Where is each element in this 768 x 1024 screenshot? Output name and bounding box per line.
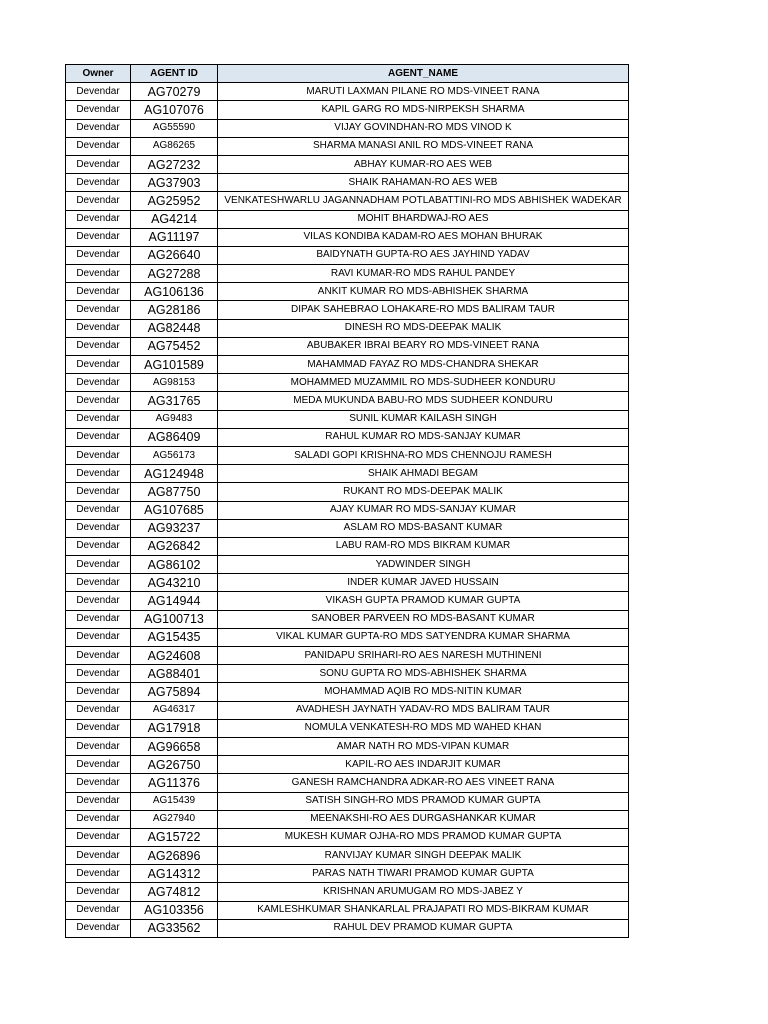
agent-name-cell: ABUBAKER IBRAI BEARY RO MDS-VINEET RANA	[218, 337, 629, 355]
agent-name-cell: AJAY KUMAR RO MDS-SANJAY KUMAR	[218, 501, 629, 519]
agent-id-cell: AG28186	[131, 301, 218, 319]
agent-id-cell: AG100713	[131, 610, 218, 628]
table-row	[66, 174, 629, 192]
table-row	[66, 374, 629, 392]
owner-cell: Devendar	[66, 628, 131, 646]
owner-cell: Devendar	[66, 392, 131, 410]
agent-id-cell: AG25952	[131, 192, 218, 210]
agent-name-cell: KAPIL GARG RO MDS-NIRPEKSH SHARMA	[218, 101, 629, 119]
header-agent-id: AGENT ID	[131, 65, 218, 83]
agent-id-cell: AG27288	[131, 265, 218, 283]
table-row	[66, 847, 629, 865]
owner-cell: Devendar	[66, 283, 131, 301]
table-row	[66, 155, 629, 173]
agent-id-cell: AG24608	[131, 647, 218, 665]
agent-name-cell: INDER KUMAR JAVED HUSSAIN	[218, 574, 629, 592]
agent-id-cell: AG74812	[131, 883, 218, 901]
agent-id-cell: AG11197	[131, 228, 218, 246]
agent-name-cell: MOHAMMED MUZAMMIL RO MDS-SUDHEER KONDURU	[218, 374, 629, 392]
owner-cell: Devendar	[66, 719, 131, 737]
agent-name-cell: SHAIK RAHAMAN-RO AES WEB	[218, 174, 629, 192]
table-row	[66, 756, 629, 774]
table-row	[66, 737, 629, 755]
owner-cell: Devendar	[66, 192, 131, 210]
agent-name-cell: VIKAL KUMAR GUPTA-RO MDS SATYENDRA KUMAR SHARMA	[218, 628, 629, 646]
agent-name-cell: YADWINDER SINGH	[218, 556, 629, 574]
table-row	[66, 301, 629, 319]
agent-name-cell: SATISH SINGH-RO MDS PRAMOD KUMAR GUPTA	[218, 792, 629, 810]
owner-cell: Devendar	[66, 665, 131, 683]
table-row	[66, 483, 629, 501]
owner-cell: Devendar	[66, 592, 131, 610]
owner-cell: Devendar	[66, 228, 131, 246]
owner-cell: Devendar	[66, 337, 131, 355]
agent-id-cell: AG37903	[131, 174, 218, 192]
agent-name-cell: VIKASH GUPTA PRAMOD KUMAR GUPTA	[218, 592, 629, 610]
owner-cell: Devendar	[66, 810, 131, 828]
agent-id-cell: AG86102	[131, 556, 218, 574]
agent-id-cell: AG27232	[131, 155, 218, 173]
agent-name-cell: DIPAK SAHEBRAO LOHAKARE-RO MDS BALIRAM TAUR	[218, 301, 629, 319]
agent-name-cell: SUNIL KUMAR KAILASH SINGH	[218, 410, 629, 428]
table-row	[66, 428, 629, 446]
owner-cell: Devendar	[66, 83, 131, 101]
table-row	[66, 410, 629, 428]
agent-id-cell: AG43210	[131, 574, 218, 592]
owner-cell: Devendar	[66, 210, 131, 228]
agent-id-cell: AG98153	[131, 374, 218, 392]
owner-cell: Devendar	[66, 501, 131, 519]
agent-name-cell: MEDA MUKUNDA BABU-RO MDS SUDHEER KONDURU	[218, 392, 629, 410]
agent-name-cell: VENKATESHWARLU JAGANNADHAM POTLABATTINI-RO MDS ABHISHEK WADEKAR	[218, 192, 629, 210]
owner-cell: Devendar	[66, 374, 131, 392]
agent-name-cell: SONU GUPTA RO MDS-ABHISHEK SHARMA	[218, 665, 629, 683]
agent-id-cell: AG86265	[131, 137, 218, 155]
table-row	[66, 592, 629, 610]
table-row	[66, 828, 629, 846]
table-row	[66, 919, 629, 937]
agent-id-cell: AG86409	[131, 428, 218, 446]
agent-id-cell: AG33562	[131, 919, 218, 937]
agent-name-cell: RAHUL KUMAR RO MDS-SANJAY KUMAR	[218, 428, 629, 446]
owner-cell: Devendar	[66, 847, 131, 865]
table-row	[66, 519, 629, 537]
owner-cell: Devendar	[66, 301, 131, 319]
agent-id-cell: AG15722	[131, 828, 218, 846]
agent-name-cell: AMAR NATH RO MDS-VIPAN KUMAR	[218, 737, 629, 755]
agent-id-cell: AG26640	[131, 246, 218, 264]
owner-cell: Devendar	[66, 883, 131, 901]
agent-name-cell: MOHAMMAD AQIB RO MDS-NITIN KUMAR	[218, 683, 629, 701]
agent-id-cell: AG9483	[131, 410, 218, 428]
owner-cell: Devendar	[66, 356, 131, 374]
agent-id-cell: AG55590	[131, 119, 218, 137]
owner-cell: Devendar	[66, 465, 131, 483]
table-row	[66, 228, 629, 246]
table-row	[66, 792, 629, 810]
table-row	[66, 83, 629, 101]
agent-id-cell: AG14944	[131, 592, 218, 610]
agent-name-cell: SHARMA MANASI ANIL RO MDS-VINEET RANA	[218, 137, 629, 155]
table-row	[66, 246, 629, 264]
agent-name-cell: RAVI KUMAR-RO MDS RAHUL PANDEY	[218, 265, 629, 283]
agent-id-cell: AG93237	[131, 519, 218, 537]
table-row	[66, 883, 629, 901]
table-row	[66, 392, 629, 410]
agent-name-cell: KAMLESHKUMAR SHANKARLAL PRAJAPATI RO MDS-BIKRAM KUMAR	[218, 901, 629, 919]
agent-id-cell: AG96658	[131, 737, 218, 755]
owner-cell: Devendar	[66, 901, 131, 919]
table-row	[66, 446, 629, 464]
agent-id-cell: AG17918	[131, 719, 218, 737]
agent-id-cell: AG26896	[131, 847, 218, 865]
agent-name-cell: SANOBER PARVEEN RO MDS-BASANT KUMAR	[218, 610, 629, 628]
agent-id-cell: AG11376	[131, 774, 218, 792]
header-owner: Owner	[66, 65, 131, 83]
agent-id-cell: AG26842	[131, 537, 218, 555]
agent-name-cell: ANKIT KUMAR RO MDS-ABHISHEK SHARMA	[218, 283, 629, 301]
owner-cell: Devendar	[66, 428, 131, 446]
agent-name-cell: PANIDAPU SRIHARI-RO AES NARESH MUTHINENI	[218, 647, 629, 665]
owner-cell: Devendar	[66, 537, 131, 555]
table-row	[66, 337, 629, 355]
table-row	[66, 647, 629, 665]
table-row	[66, 665, 629, 683]
agent-id-cell: AG88401	[131, 665, 218, 683]
agent-name-cell: ABHAY KUMAR-RO AES WEB	[218, 155, 629, 173]
table-row	[66, 537, 629, 555]
owner-cell: Devendar	[66, 737, 131, 755]
table-row	[66, 701, 629, 719]
table-row	[66, 465, 629, 483]
owner-cell: Devendar	[66, 683, 131, 701]
table-row	[66, 192, 629, 210]
table-row	[66, 319, 629, 337]
owner-cell: Devendar	[66, 792, 131, 810]
table-row	[66, 356, 629, 374]
table-row	[66, 574, 629, 592]
agent-id-cell: AG75452	[131, 337, 218, 355]
owner-cell: Devendar	[66, 865, 131, 883]
table-row	[66, 610, 629, 628]
agent-name-cell: VILAS KONDIBA KADAM-RO AES MOHAN BHURAK	[218, 228, 629, 246]
agent-id-cell: AG15435	[131, 628, 218, 646]
agent-name-cell: MUKESH KUMAR OJHA-RO MDS PRAMOD KUMAR GUPTA	[218, 828, 629, 846]
owner-cell: Devendar	[66, 119, 131, 137]
agent-name-cell: KAPIL-RO AES INDARJIT KUMAR	[218, 756, 629, 774]
owner-cell: Devendar	[66, 756, 131, 774]
agent-name-cell: ASLAM RO MDS-BASANT KUMAR	[218, 519, 629, 537]
agent-name-cell: NOMULA VENKATESH-RO MDS MD WAHED KHAN	[218, 719, 629, 737]
owner-cell: Devendar	[66, 155, 131, 173]
table-row	[66, 101, 629, 119]
agent-id-cell: AG106136	[131, 283, 218, 301]
table-body	[66, 83, 629, 938]
agent-id-cell: AG70279	[131, 83, 218, 101]
agent-name-cell: MARUTI LAXMAN PILANE RO MDS-VINEET RANA	[218, 83, 629, 101]
owner-cell: Devendar	[66, 919, 131, 937]
owner-cell: Devendar	[66, 319, 131, 337]
agent-id-cell: AG46317	[131, 701, 218, 719]
table-row	[66, 137, 629, 155]
owner-cell: Devendar	[66, 265, 131, 283]
agent-id-cell: AG56173	[131, 446, 218, 464]
agent-id-cell: AG107685	[131, 501, 218, 519]
agent-name-cell: LABU RAM-RO MDS BIKRAM KUMAR	[218, 537, 629, 555]
agent-id-cell: AG26750	[131, 756, 218, 774]
agent-id-cell: AG101589	[131, 356, 218, 374]
agent-name-cell: MOHIT BHARDWAJ-RO AES	[218, 210, 629, 228]
table-row	[66, 556, 629, 574]
owner-cell: Devendar	[66, 556, 131, 574]
agent-name-cell: PARAS NATH TIWARI PRAMOD KUMAR GUPTA	[218, 865, 629, 883]
table-row	[66, 683, 629, 701]
agent-id-cell: AG15439	[131, 792, 218, 810]
owner-cell: Devendar	[66, 174, 131, 192]
header-row	[66, 65, 629, 83]
agent-id-cell: AG124948	[131, 465, 218, 483]
agent-id-cell: AG107076	[131, 101, 218, 119]
agent-name-cell: DINESH RO MDS-DEEPAK MALIK	[218, 319, 629, 337]
agent-id-cell: AG31765	[131, 392, 218, 410]
owner-cell: Devendar	[66, 246, 131, 264]
table-row	[66, 265, 629, 283]
agent-id-cell: AG75894	[131, 683, 218, 701]
owner-cell: Devendar	[66, 574, 131, 592]
table-row	[66, 901, 629, 919]
table-header	[66, 65, 629, 83]
owner-cell: Devendar	[66, 519, 131, 537]
agent-table	[65, 64, 629, 938]
agent-id-cell: AG103356	[131, 901, 218, 919]
agent-name-cell: KRISHNAN ARUMUGAM RO MDS-JABEZ Y	[218, 883, 629, 901]
table-row	[66, 501, 629, 519]
agent-name-cell: RUKANT RO MDS-DEEPAK MALIK	[218, 483, 629, 501]
agent-name-cell: MAHAMMAD FAYAZ RO MDS-CHANDRA SHEKAR	[218, 356, 629, 374]
agent-name-cell: GANESH RAMCHANDRA ADKAR-RO AES VINEET RANA	[218, 774, 629, 792]
agent-id-cell: AG4214	[131, 210, 218, 228]
agent-name-cell: BAIDYNATH GUPTA-RO AES JAYHIND YADAV	[218, 246, 629, 264]
agent-name-cell: RAHUL DEV PRAMOD KUMAR GUPTA	[218, 919, 629, 937]
agent-name-cell: SHAIK AHMADI BEGAM	[218, 465, 629, 483]
agent-name-cell: RANVIJAY KUMAR SINGH DEEPAK MALIK	[218, 847, 629, 865]
table-row	[66, 628, 629, 646]
table-row	[66, 865, 629, 883]
agent-name-cell: SALADI GOPI KRISHNA-RO MDS CHENNOJU RAMESH	[218, 446, 629, 464]
table-row	[66, 810, 629, 828]
owner-cell: Devendar	[66, 410, 131, 428]
owner-cell: Devendar	[66, 647, 131, 665]
agent-id-cell: AG27940	[131, 810, 218, 828]
agent-id-cell: AG82448	[131, 319, 218, 337]
owner-cell: Devendar	[66, 828, 131, 846]
header-agent-name: AGENT_NAME	[218, 65, 629, 83]
table-row	[66, 283, 629, 301]
owner-cell: Devendar	[66, 774, 131, 792]
agent-id-cell: AG87750	[131, 483, 218, 501]
table-row	[66, 119, 629, 137]
owner-cell: Devendar	[66, 483, 131, 501]
table-row	[66, 774, 629, 792]
table-row	[66, 210, 629, 228]
owner-cell: Devendar	[66, 610, 131, 628]
agent-id-cell: AG14312	[131, 865, 218, 883]
owner-cell: Devendar	[66, 446, 131, 464]
agent-name-cell: AVADHESH JAYNATH YADAV-RO MDS BALIRAM TAUR	[218, 701, 629, 719]
agent-name-cell: VIJAY GOVINDHAN-RO MDS VINOD K	[218, 119, 629, 137]
owner-cell: Devendar	[66, 137, 131, 155]
agent-name-cell: MEENAKSHI-RO AES DURGASHANKAR KUMAR	[218, 810, 629, 828]
table-row	[66, 719, 629, 737]
owner-cell: Devendar	[66, 101, 131, 119]
owner-cell: Devendar	[66, 701, 131, 719]
